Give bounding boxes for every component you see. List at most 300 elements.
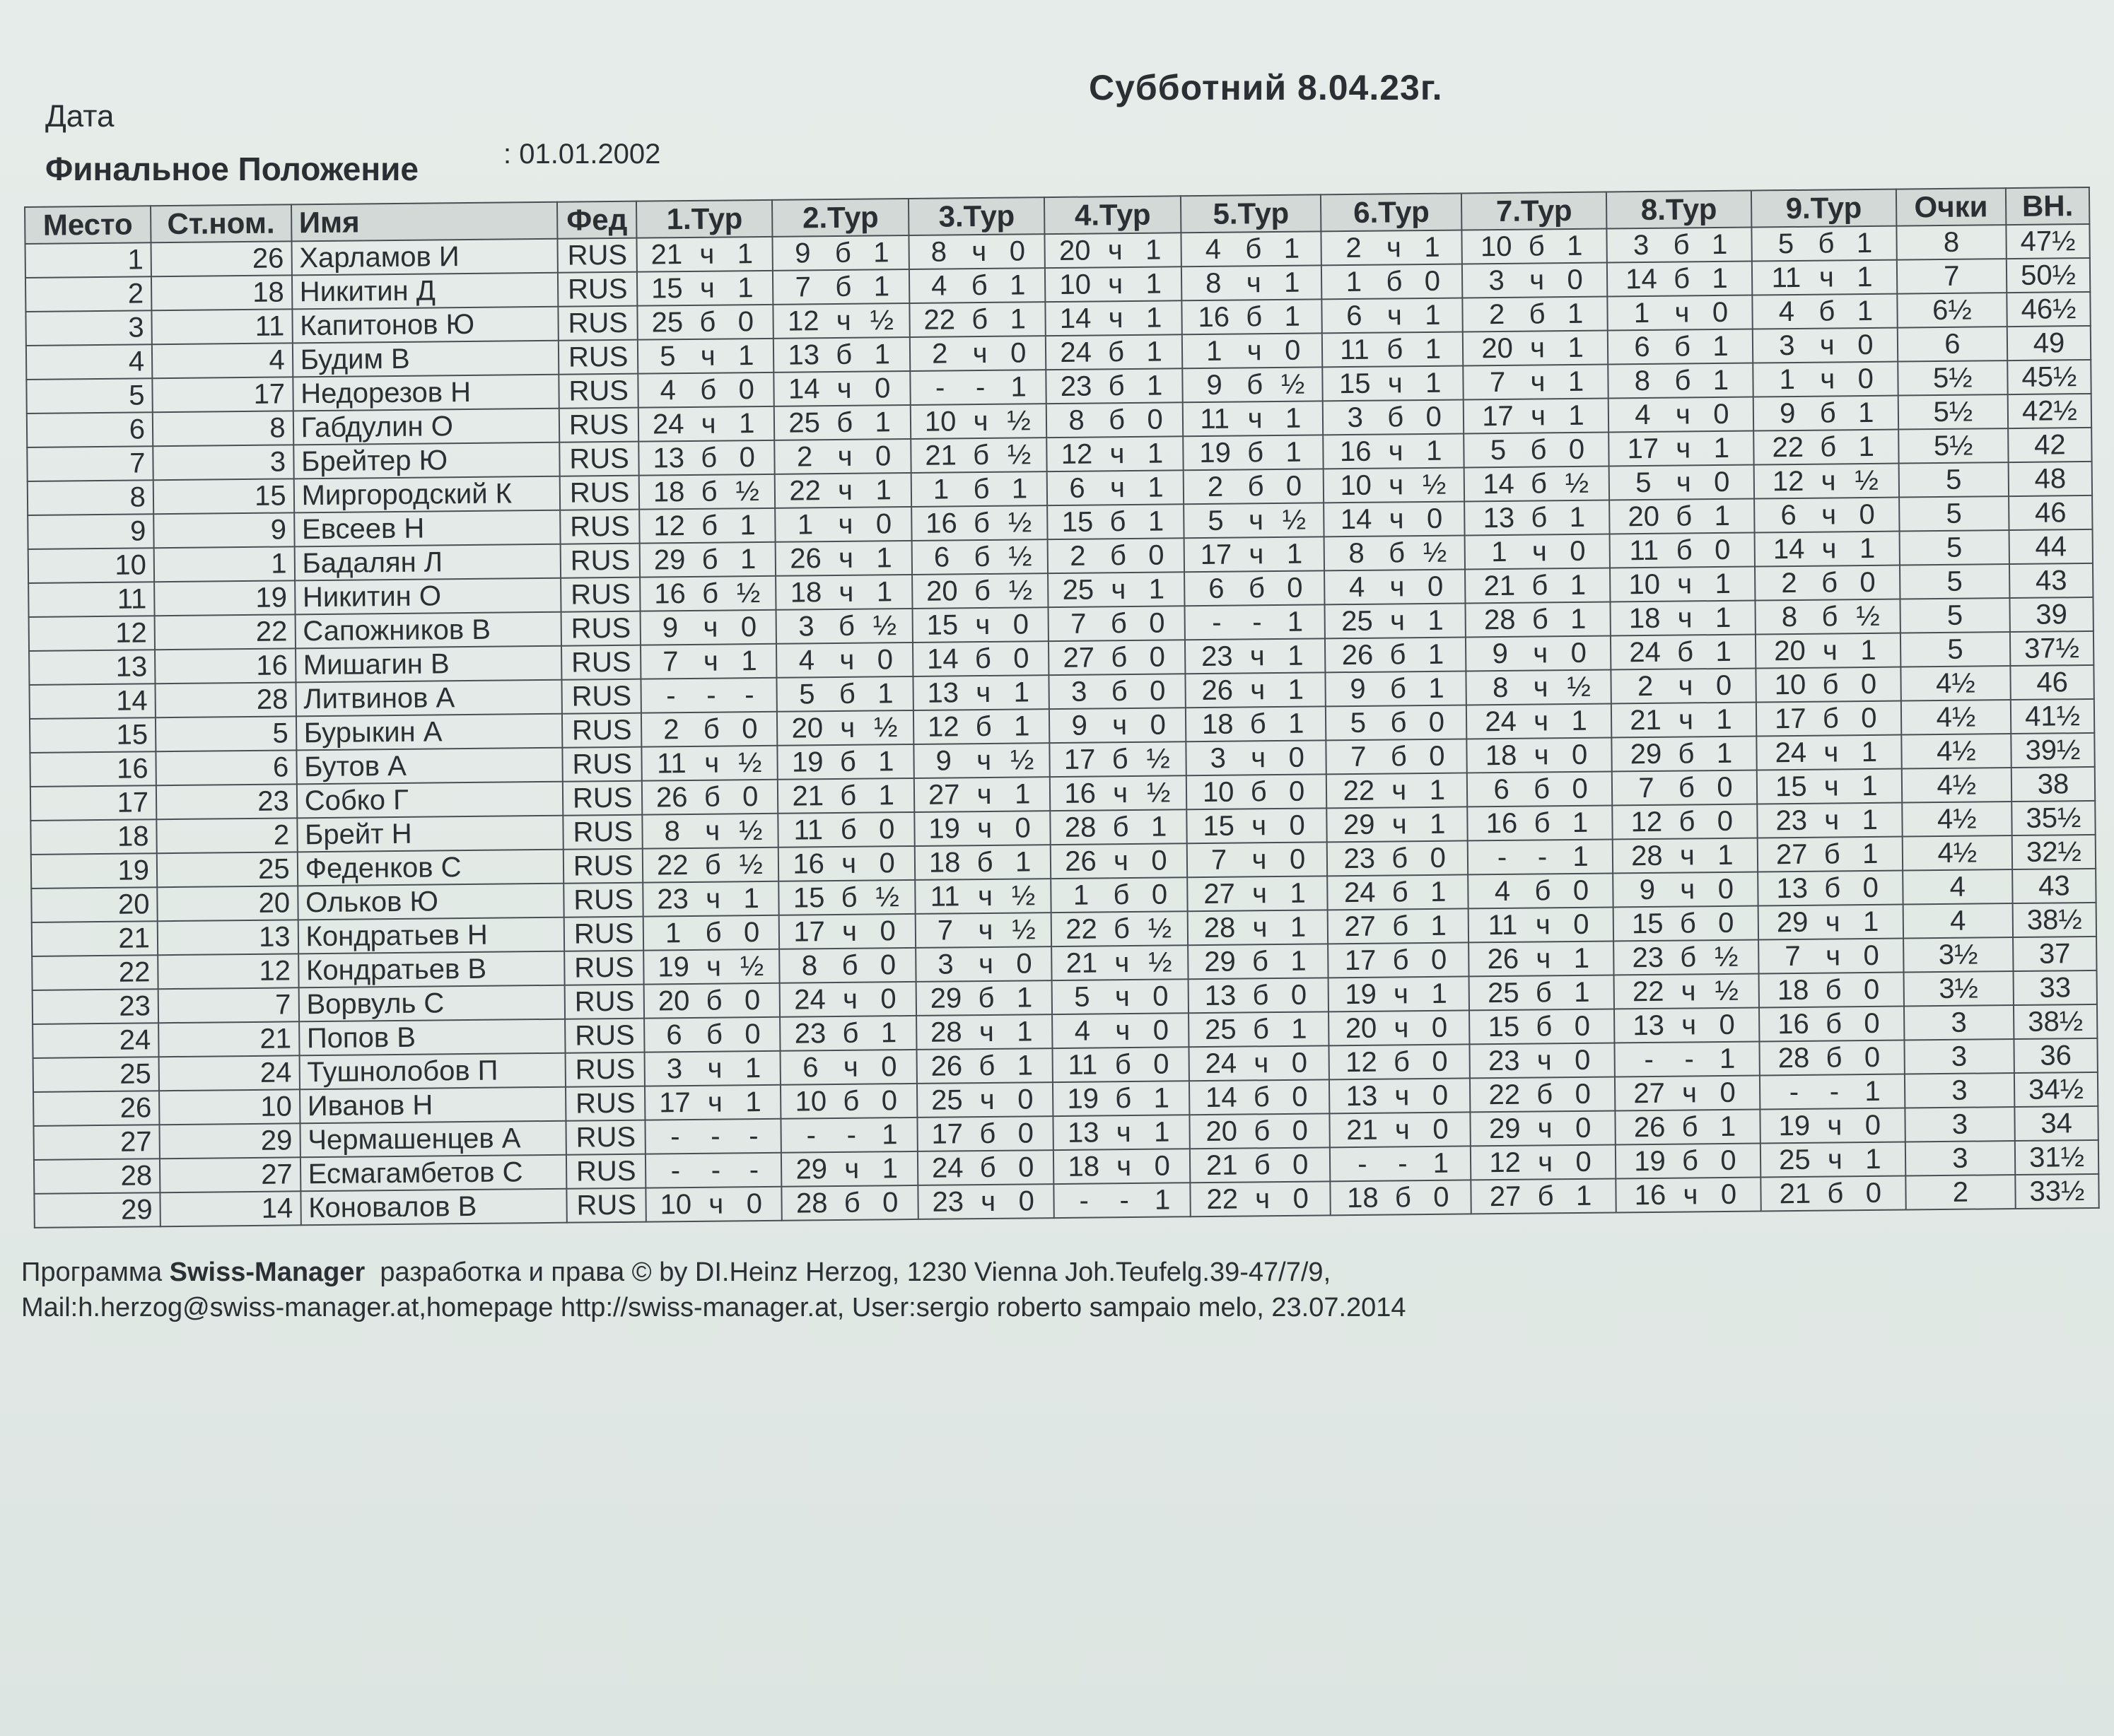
cell-round-2 <box>781 1016 917 1051</box>
cell-points: 4½ <box>1901 734 2011 768</box>
cell-round-8 <box>1611 669 1756 704</box>
opponent-no: 29 <box>1343 809 1375 840</box>
cell-round-1 <box>638 339 774 374</box>
opponent-no: 1 <box>1073 879 1090 911</box>
cell-points: 4½ <box>1901 700 2011 734</box>
color: ч <box>1246 334 1262 366</box>
cell-round-8 <box>1609 465 1754 500</box>
color: ч <box>837 440 853 472</box>
cell-round-6 <box>1329 1044 1470 1079</box>
opponent-no: 11 <box>1068 1048 1098 1081</box>
opponent-no: 28 <box>1064 811 1097 843</box>
score: 1 <box>1717 839 1734 871</box>
cell-fed: RUS <box>560 476 639 510</box>
cell-place: 26 <box>33 1091 159 1126</box>
col-place: Место <box>25 206 151 244</box>
score: 0 <box>742 712 758 744</box>
score: 1 <box>1009 269 1026 301</box>
score: 0 <box>1567 264 1584 295</box>
cell-round-2 <box>776 643 913 678</box>
cell-place: 19 <box>31 853 157 888</box>
score: ½ <box>1282 504 1307 536</box>
cell-round-9 <box>1756 701 1901 737</box>
cell-place: 11 <box>28 582 154 617</box>
opponent-no: 7 <box>1070 608 1087 640</box>
score: 1 <box>1713 432 1730 464</box>
score: 0 <box>1147 404 1163 435</box>
cell-round-1 <box>643 915 780 951</box>
score: 0 <box>1717 805 1734 837</box>
cell-round-8 <box>1611 703 1756 738</box>
opponent-no: 18 <box>1485 739 1517 771</box>
cell-round-3 <box>912 573 1049 609</box>
cell-start-no: 10 <box>159 1089 300 1125</box>
color: б <box>1253 1081 1270 1113</box>
score: 1 <box>1017 1015 1033 1048</box>
cell-fed: RUS <box>566 1154 646 1189</box>
color: ч <box>703 611 718 643</box>
cell-round-4 <box>1046 402 1183 438</box>
score: 0 <box>1573 908 1589 940</box>
cell-round-8 <box>1613 940 1758 975</box>
opponent-no: 21 <box>1483 570 1516 602</box>
color: б <box>979 1050 995 1081</box>
score: 1 <box>1147 471 1164 503</box>
cell-round-6 <box>1328 908 1468 944</box>
cell-round-3 <box>913 743 1050 778</box>
color: б <box>836 406 853 438</box>
opponent-no: 7 <box>1489 366 1506 398</box>
score: 0 <box>1010 336 1027 369</box>
opponent-no: 9 <box>1779 397 1796 429</box>
opponent-no: 9 <box>1350 673 1366 705</box>
cell-bh: 48 <box>2009 462 2092 496</box>
cell-round-2 <box>781 1050 917 1085</box>
score: 1 <box>1287 640 1304 671</box>
color: б <box>1108 404 1126 435</box>
color: б <box>701 544 718 575</box>
opponent-no: 16 <box>654 577 686 609</box>
score: 1 <box>1716 703 1732 735</box>
score: 0 <box>1150 709 1167 741</box>
cell-place: 3 <box>25 310 151 346</box>
opponent-no: 8 <box>1348 537 1365 569</box>
score: 0 <box>1289 843 1306 875</box>
cell-round-1 <box>643 949 780 985</box>
cell-name: Собко Г <box>296 782 563 819</box>
score: 0 <box>878 813 895 845</box>
color: б <box>1676 500 1693 532</box>
color: ч <box>1116 1116 1131 1148</box>
cell-start-no: 14 <box>160 1191 300 1226</box>
opponent-no: 27 <box>1203 878 1236 910</box>
opponent-no: 10 <box>1628 568 1661 600</box>
cell-round-5 <box>1182 367 1323 402</box>
score: 1 <box>737 271 754 303</box>
opponent-no: 5 <box>659 340 676 372</box>
col-bh: ВН. <box>2006 187 2090 225</box>
cell-bh: 38½ <box>2013 903 2096 937</box>
score: 1 <box>744 1052 761 1084</box>
cell-round-3 <box>917 1116 1053 1151</box>
score: 0 <box>881 1050 897 1082</box>
score: 1 <box>1285 436 1302 468</box>
color: ч <box>708 1188 724 1220</box>
color: ч <box>1822 634 1838 667</box>
color: б <box>1821 566 1838 599</box>
opponent-no: 1 <box>1345 266 1362 298</box>
opponent-no: 26 <box>655 781 688 813</box>
opponent-no: 25 <box>930 1084 963 1116</box>
cell-round-5 <box>1185 638 1326 674</box>
cell-points: 3½ <box>1903 937 2014 972</box>
opponent-no: 25 <box>788 406 821 439</box>
cell-round-1 <box>643 848 779 883</box>
cell-round-9 <box>1755 599 1900 635</box>
score: 1 <box>1432 1147 1449 1179</box>
color: ч <box>1825 939 1841 972</box>
score: 0 <box>1575 1112 1592 1144</box>
score: 0 <box>1017 1151 1034 1183</box>
cell-round-4 <box>1053 1149 1190 1184</box>
color: б <box>1819 397 1836 429</box>
cell-round-1 <box>644 983 781 1019</box>
cell-round-6 <box>1330 1112 1471 1147</box>
cell-round-6 <box>1321 264 1462 299</box>
cell-round-7 <box>1466 737 1611 773</box>
score: ½ <box>1008 574 1033 606</box>
opponent-no: 25 <box>1062 574 1094 606</box>
cell-points: 5 <box>1899 530 2009 565</box>
cell-round-4 <box>1045 266 1181 302</box>
cell-round-9 <box>1760 1176 1905 1212</box>
color: ч <box>1114 980 1131 1012</box>
opponent-no: 25 <box>1778 1144 1811 1175</box>
score: 1 <box>1858 430 1875 462</box>
color: ч <box>837 474 853 506</box>
score: 1 <box>1575 1180 1592 1212</box>
cell-round-2 <box>782 1185 918 1221</box>
cell-start-no: 24 <box>159 1055 300 1091</box>
opponent-no: 7 <box>1210 844 1227 876</box>
color: б <box>1681 1144 1699 1177</box>
cell-name: Будим В <box>292 341 559 377</box>
cell-round-3 <box>918 1184 1054 1219</box>
opponent-no: 2 <box>1207 471 1224 503</box>
cell-fed: RUS <box>561 611 641 646</box>
cell-round-3 <box>914 777 1051 812</box>
opponent-no: 8 <box>930 235 947 268</box>
cell-round-8 <box>1611 635 1756 670</box>
score: ½ <box>1567 671 1592 703</box>
opponent-no: 8 <box>1781 601 1798 633</box>
cell-round-7 <box>1469 1009 1614 1044</box>
opponent-no: 14 <box>1340 503 1372 535</box>
color: ч <box>841 915 858 947</box>
color: ч <box>1825 905 1840 938</box>
color: ч <box>1534 705 1549 737</box>
color: б <box>839 678 856 710</box>
score: 0 <box>1432 1045 1448 1077</box>
opponent-no: 9 <box>1206 369 1222 401</box>
cell-bh: 46 <box>2009 495 2092 530</box>
color: ч <box>1821 498 1837 531</box>
opponent-no: 15 <box>1631 908 1664 939</box>
score: 0 <box>1284 334 1301 366</box>
opponent-no: 19 <box>1634 1145 1666 1177</box>
opponent-no: 15 <box>1203 810 1235 842</box>
cell-round-6 <box>1327 840 1468 876</box>
opponent-no: 24 <box>794 983 826 1016</box>
score: 1 <box>1857 295 1874 327</box>
cell-bh: 37½ <box>2010 631 2093 666</box>
color: - <box>1829 1075 1840 1108</box>
opponent-no: 15 <box>1488 1011 1520 1043</box>
cell-round-8 <box>1613 906 1758 942</box>
cell-start-no: 13 <box>158 920 298 955</box>
opponent-no: 2 <box>663 713 679 745</box>
score: 0 <box>1149 675 1166 707</box>
cell-round-6 <box>1324 433 1464 469</box>
score: 1 <box>1860 634 1876 666</box>
cell-round-1 <box>645 1051 781 1086</box>
cell-round-2 <box>776 609 913 644</box>
cell-round-1 <box>644 1017 781 1052</box>
cell-round-5 <box>1181 299 1322 334</box>
color: б <box>974 541 991 573</box>
score: 0 <box>1865 1177 1882 1209</box>
cell-round-3 <box>916 946 1052 982</box>
cell-round-7 <box>1464 433 1608 468</box>
cell-round-5 <box>1183 401 1324 436</box>
cell-bh: 38½ <box>2014 1004 2097 1039</box>
score: 1 <box>1714 500 1731 532</box>
cell-round-7 <box>1469 975 1614 1010</box>
opponent-no: 1 <box>1205 335 1222 367</box>
opponent-no: 21 <box>650 238 683 270</box>
color: ч <box>1538 1146 1553 1178</box>
cell-round-5 <box>1182 333 1323 368</box>
cell-round-9 <box>1753 362 1898 397</box>
color: б <box>1678 805 1695 838</box>
cell-round-6 <box>1331 1180 1471 1215</box>
score: 1 <box>873 236 889 268</box>
score: 1 <box>1429 774 1446 806</box>
cell-name: Габдулин О <box>293 409 559 445</box>
color: б <box>1390 706 1407 738</box>
cell-fed: RUS <box>561 544 640 578</box>
score: 1 <box>1427 638 1444 670</box>
opponent-no: 25 <box>1341 605 1373 637</box>
score: 0 <box>880 949 897 980</box>
col-start-no: Ст.ном. <box>151 204 291 242</box>
score: 0 <box>1720 1178 1737 1210</box>
color: ч <box>836 305 851 336</box>
cell-points: 6½ <box>1897 293 2007 327</box>
cell-place: 6 <box>27 412 153 447</box>
score: 1 <box>1715 568 1732 599</box>
score: 0 <box>743 916 760 948</box>
cell-place: 28 <box>34 1159 160 1194</box>
color: б <box>974 643 992 674</box>
color: б <box>1681 1110 1698 1143</box>
color: ч <box>1389 570 1405 602</box>
cell-fed: RUS <box>561 645 641 680</box>
cell-round-3 <box>912 607 1049 643</box>
cell-round-6 <box>1323 365 1464 401</box>
opponent-no: 18 <box>1777 974 1809 1006</box>
opponent-no: 24 <box>652 408 684 440</box>
opponent-no: 2 <box>931 337 948 370</box>
cell-round-3 <box>914 811 1051 846</box>
color: ч <box>1823 770 1839 802</box>
opponent-no: 11 <box>1629 534 1659 566</box>
cell-round-1 <box>641 610 777 645</box>
cell-fed: RUS <box>563 849 643 884</box>
color: ч <box>1386 231 1402 264</box>
cell-round-4 <box>1049 606 1185 641</box>
opponent-no: 17 <box>1200 539 1232 570</box>
cell-name: Литвинов А <box>296 680 562 717</box>
opponent-no: 18 <box>1068 1150 1100 1183</box>
opponent-no: 20 <box>1481 332 1514 364</box>
cell-round-8 <box>1608 397 1753 433</box>
score: 0 <box>739 441 756 473</box>
cell-round-9 <box>1758 905 1903 940</box>
color: ч <box>1681 1009 1697 1041</box>
date-value: : 01.01.2002 <box>503 139 661 170</box>
score: 1 <box>1712 262 1728 294</box>
opponent-no: 8 <box>664 815 681 847</box>
cell-round-7 <box>1467 771 1612 807</box>
opponent-no: 14 <box>1059 303 1092 334</box>
score: 0 <box>1016 947 1032 980</box>
cell-round-1 <box>641 644 777 679</box>
score: 1 <box>1865 1143 1881 1175</box>
cell-round-2 <box>773 337 910 373</box>
score: 1 <box>1572 840 1589 872</box>
cell-start-no: 22 <box>155 614 296 650</box>
cell-round-6 <box>1325 637 1466 672</box>
cell-round-3 <box>916 1048 1053 1084</box>
cell-round-9 <box>1751 226 1896 262</box>
score: 1 <box>1287 606 1304 638</box>
cell-round-7 <box>1466 635 1611 671</box>
opponent-no: 6 <box>1493 773 1509 805</box>
cell-round-4 <box>1048 538 1184 573</box>
score: 1 <box>1015 845 1032 878</box>
color: ч <box>1391 808 1407 840</box>
cell-start-no: 2 <box>156 818 297 853</box>
color: б <box>842 1017 859 1049</box>
cell-round-7 <box>1465 534 1610 569</box>
color: б <box>1825 973 1842 1006</box>
cell-round-9 <box>1758 837 1903 872</box>
cell-round-5 <box>1181 265 1322 300</box>
cell-bh: 43 <box>2012 869 2096 903</box>
color: ч <box>1530 399 1546 432</box>
score: 1 <box>1145 268 1162 300</box>
cell-round-1 <box>643 881 779 917</box>
col-fed: Фед <box>557 201 636 239</box>
date-label: Дата <box>45 99 115 134</box>
opponent-no: 7 <box>1785 940 1801 972</box>
score: ½ <box>1146 776 1171 809</box>
cell-round-7 <box>1463 365 1608 400</box>
cell-round-6 <box>1329 1010 1470 1045</box>
score: 1 <box>1862 838 1879 869</box>
cell-round-6 <box>1326 773 1467 808</box>
cell-fed: RUS <box>563 815 643 850</box>
cell-round-6 <box>1322 332 1463 367</box>
cell-round-9 <box>1760 1108 1905 1144</box>
cell-round-5 <box>1190 1147 1331 1183</box>
cell-points: 4 <box>1903 869 2013 904</box>
color: ч <box>1109 438 1125 469</box>
opponent-no: 11 <box>656 747 687 779</box>
score: 1 <box>1719 1110 1736 1142</box>
color: б <box>1391 910 1409 942</box>
color: - <box>1398 1147 1408 1179</box>
cell-round-2 <box>778 846 915 881</box>
cell-points: 5 <box>1900 598 2010 633</box>
cell-round-7 <box>1467 805 1612 840</box>
opponent-no: 10 <box>1774 669 1806 700</box>
cell-round-6 <box>1324 535 1465 570</box>
score: 1 <box>1284 300 1301 332</box>
cell-name: Чермашенцев А <box>300 1121 566 1158</box>
color: ч <box>1533 637 1548 669</box>
cell-start-no: 9 <box>153 512 294 548</box>
cell-round-5 <box>1188 944 1328 979</box>
cell-fed: RUS <box>559 408 638 442</box>
opponent-no: 1 <box>1491 536 1507 568</box>
color: б <box>1115 1082 1132 1114</box>
opponent-no: 3 <box>666 1052 683 1084</box>
cell-round-1 <box>637 305 773 340</box>
color: ч <box>1112 709 1128 741</box>
color: ч <box>1823 736 1839 768</box>
color: б <box>1673 262 1690 295</box>
cell-place: 17 <box>30 785 156 821</box>
color: ч <box>844 1153 860 1185</box>
color: б <box>838 610 855 642</box>
cell-round-5 <box>1186 808 1327 843</box>
opponent-no: 11 <box>1771 262 1801 293</box>
score: 1 <box>1715 602 1732 633</box>
color: б <box>1111 641 1128 673</box>
score: ½ <box>1010 744 1034 776</box>
score: 1 <box>1425 435 1442 467</box>
score: 1 <box>1290 877 1306 909</box>
cell-start-no: 19 <box>154 580 295 616</box>
cell-bh: 34½ <box>2014 1072 2098 1107</box>
opponent-no: 29 <box>930 982 962 1014</box>
opponent-no: 20 <box>1345 1012 1377 1044</box>
footer-line-2: Mail:h.herzog@swiss-manager.at,homepage http://swiss-manager.at, User:sergio roberto sampaio melo, 23.07.2014 <box>21 1293 1406 1322</box>
color: б <box>979 1118 996 1149</box>
opponent-no: 14 <box>1773 533 1805 565</box>
cell-round-5 <box>1188 978 1328 1013</box>
cell-round-1 <box>640 542 776 577</box>
score: 0 <box>1574 1010 1591 1042</box>
cell-round-9 <box>1756 633 1900 669</box>
opponent-no: 26 <box>1487 943 1519 975</box>
score: 1 <box>1424 231 1440 263</box>
score: 0 <box>881 1084 898 1116</box>
opponent-no: 2 <box>1637 670 1654 702</box>
opponent-no: 13 <box>653 442 685 474</box>
